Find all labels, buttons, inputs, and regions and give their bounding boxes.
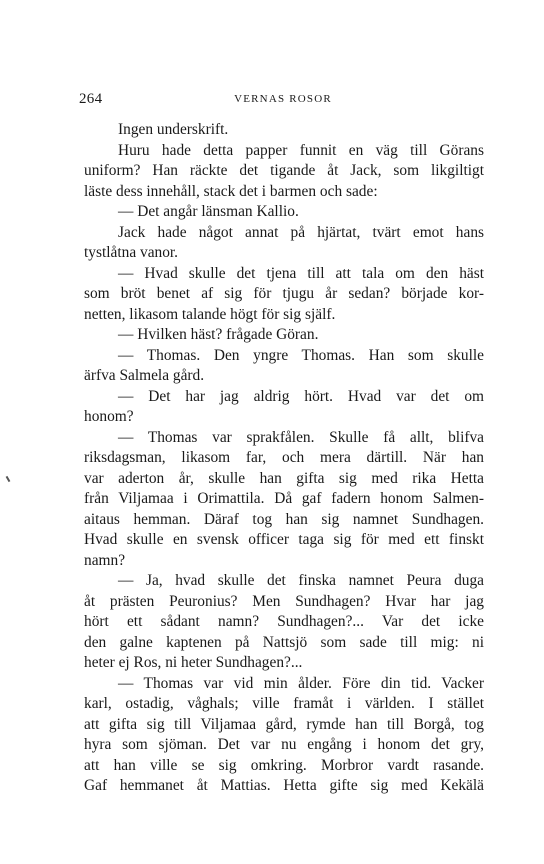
text-line: från Viljamaa i Orimattila. Då gaf fadern honom Salmen- (84, 490, 484, 507)
text-line: ärfva Salmela gård. (84, 367, 205, 384)
text-line: — Thomas. Den yngre Thomas. Han som skulle (118, 346, 484, 364)
text-line: åt prästen Peuronius? Men Sundhagen? Hvar har jag (84, 592, 484, 610)
text-line: uniform? Han räckte det tigande åt Jack, som likgiltigt (84, 162, 484, 179)
text-line: Huru hade detta papper funnit en väg till Görans (118, 141, 484, 159)
text-line: — Hvilken häst? frågade Göran. (118, 326, 319, 343)
text-line: namn? (84, 551, 126, 569)
text-line: — Hvad skulle det tjena till att tala om den häst (118, 264, 484, 282)
text-line: den galne kaptenen på Nattsjö som sade till mig: ni (84, 633, 484, 651)
text-line: var aderton år, skulle han gifta sig med rika Hetta (84, 469, 484, 487)
text-line: att han ville se sig omkring. Morbror vardt rasande. (84, 756, 484, 774)
text-line: hyra som sjöman. Det var nu engång i honom det gry, (84, 736, 484, 753)
text-line: — Thomas var vid min ålder. Före din tid. Vacker (118, 674, 484, 692)
text-line: netten, likasom talande högt för sig själf. (84, 305, 336, 323)
text-line: riksdagsman, likasom far, och mera därtill. När han (84, 449, 484, 466)
text-line: aitaus hemman. Däraf tog han sig namnet Sundhagen. (84, 510, 484, 528)
text-line: Hvad skulle en svensk officer taga sig för med ett finskt (84, 531, 484, 548)
text-line: tystlåtna vanor. (84, 244, 179, 261)
text-line: honom? (84, 408, 134, 425)
text-line: hört ett sådant namn? Sundhagen?... Var det icke (84, 613, 484, 630)
text-line: att gifta sig till Viljamaa gård, rymde han till Borgå, tog (84, 715, 484, 733)
page-number: 264 (79, 91, 103, 107)
margin-mark (6, 476, 11, 482)
text-line: Ingen underskrift. (118, 121, 229, 138)
text-line: läste dess innehåll, stack det i barmen och sade: (84, 182, 378, 200)
text-line: — Ja, hvad skulle det finska namnet Peura duga (118, 572, 484, 589)
page-header (79, 91, 487, 111)
text-line: Gaf hemmanet åt Mattias. Hetta gifte sig med Kekälä (84, 777, 484, 794)
text-line: heter ej Ros, ni heter Sundhagen?... (84, 654, 303, 671)
running-title: VERNAS ROSOR (234, 93, 332, 105)
body-text (84, 120, 484, 797)
text-line: — Thomas var sprakfålen. Skulle få allt, blifva (118, 428, 484, 446)
text-line: karl, ostadig, våghals; ville framåt i världen. I stället (84, 695, 484, 712)
text-line: Jack hade något annat på hjärtat, tvärt emot hans (118, 223, 484, 241)
text-line: — Det har jag aldrig hört. Hvad var det om (118, 387, 484, 405)
text-line: — Det angår länsman Kallio. (118, 203, 299, 220)
text-line: som bröt benet af sig för tjugu år sedan? började kor- (84, 285, 484, 302)
